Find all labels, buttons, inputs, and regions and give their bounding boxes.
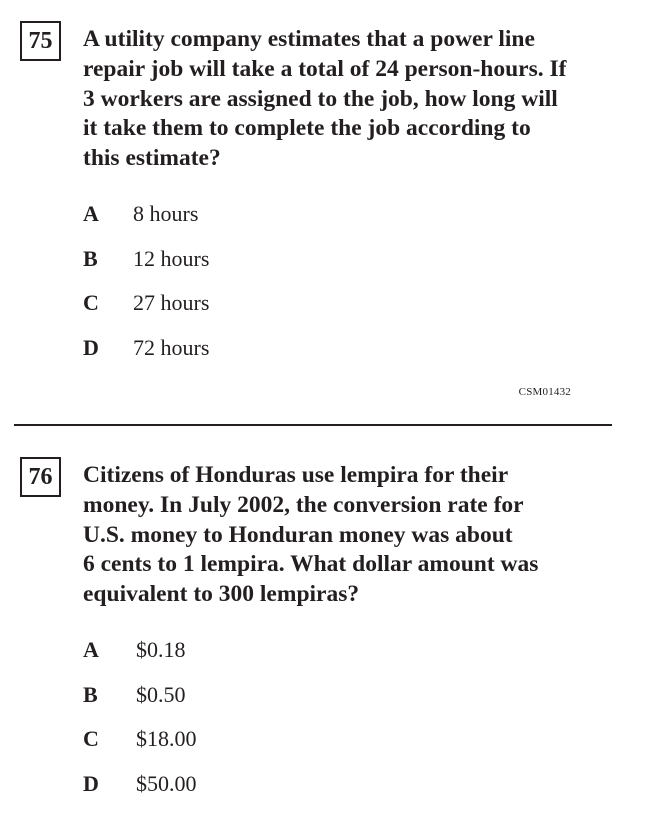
answer-choice-b[interactable] bbox=[83, 245, 483, 290]
answer-choice-c[interactable] bbox=[83, 725, 483, 770]
answer-choice-a[interactable] bbox=[83, 200, 483, 245]
choice-letter: C bbox=[83, 290, 99, 315]
answer-choice-c[interactable] bbox=[83, 289, 483, 334]
stem-line: equivalent to 300 lempiras? bbox=[83, 581, 360, 608]
choice-letter: A bbox=[83, 637, 99, 662]
choice-text: 27 hours bbox=[133, 290, 210, 315]
stem-line: U.S. money to Honduran money was about bbox=[83, 521, 513, 548]
stem-line: 3 workers are assigned to the job, how long will bbox=[83, 85, 558, 112]
choice-letter: B bbox=[83, 245, 98, 271]
choice-letter: C bbox=[83, 726, 99, 751]
choice-text: $18.00 bbox=[136, 726, 197, 751]
choice-text: 8 hours bbox=[133, 201, 199, 226]
question-stem bbox=[83, 25, 628, 174]
question-number-box: 76 bbox=[20, 457, 61, 497]
choice-letter: D bbox=[83, 334, 99, 360]
stem-line: it take them to complete the job according to bbox=[83, 115, 531, 142]
stem-line: money. In July 2002, the conversion rate for bbox=[83, 491, 524, 518]
choice-text: $0.50 bbox=[136, 681, 186, 707]
answer-choice-d[interactable] bbox=[83, 334, 483, 379]
choice-text: $50.00 bbox=[136, 770, 197, 796]
stem-line: this estimate? bbox=[83, 145, 221, 172]
stem-line: 6 cents to 1 lempira. What dollar amount was bbox=[83, 551, 539, 578]
answer-choice-d[interactable] bbox=[83, 770, 483, 815]
choice-letter: A bbox=[83, 201, 99, 226]
answer-choice-a[interactable] bbox=[83, 636, 483, 681]
choice-letter: B bbox=[83, 681, 98, 707]
item-code: CSM01432 bbox=[518, 386, 571, 398]
question-number-box: 75 bbox=[20, 21, 61, 61]
stem-line: A utility company estimates that a power line bbox=[83, 26, 535, 52]
stem-line: Citizens of Honduras use lempira for their bbox=[83, 462, 509, 488]
choice-letter: D bbox=[83, 770, 99, 796]
choice-text: 12 hours bbox=[133, 245, 210, 271]
answer-choices bbox=[83, 636, 483, 814]
answer-choices bbox=[83, 200, 483, 378]
question-divider bbox=[14, 424, 612, 426]
choice-text: 72 hours bbox=[133, 334, 210, 360]
choice-text: $0.18 bbox=[136, 637, 186, 662]
answer-choice-b[interactable] bbox=[83, 681, 483, 726]
question-stem bbox=[83, 461, 628, 610]
stem-line: repair job will take a total of 24 person-hours. If bbox=[83, 55, 567, 82]
